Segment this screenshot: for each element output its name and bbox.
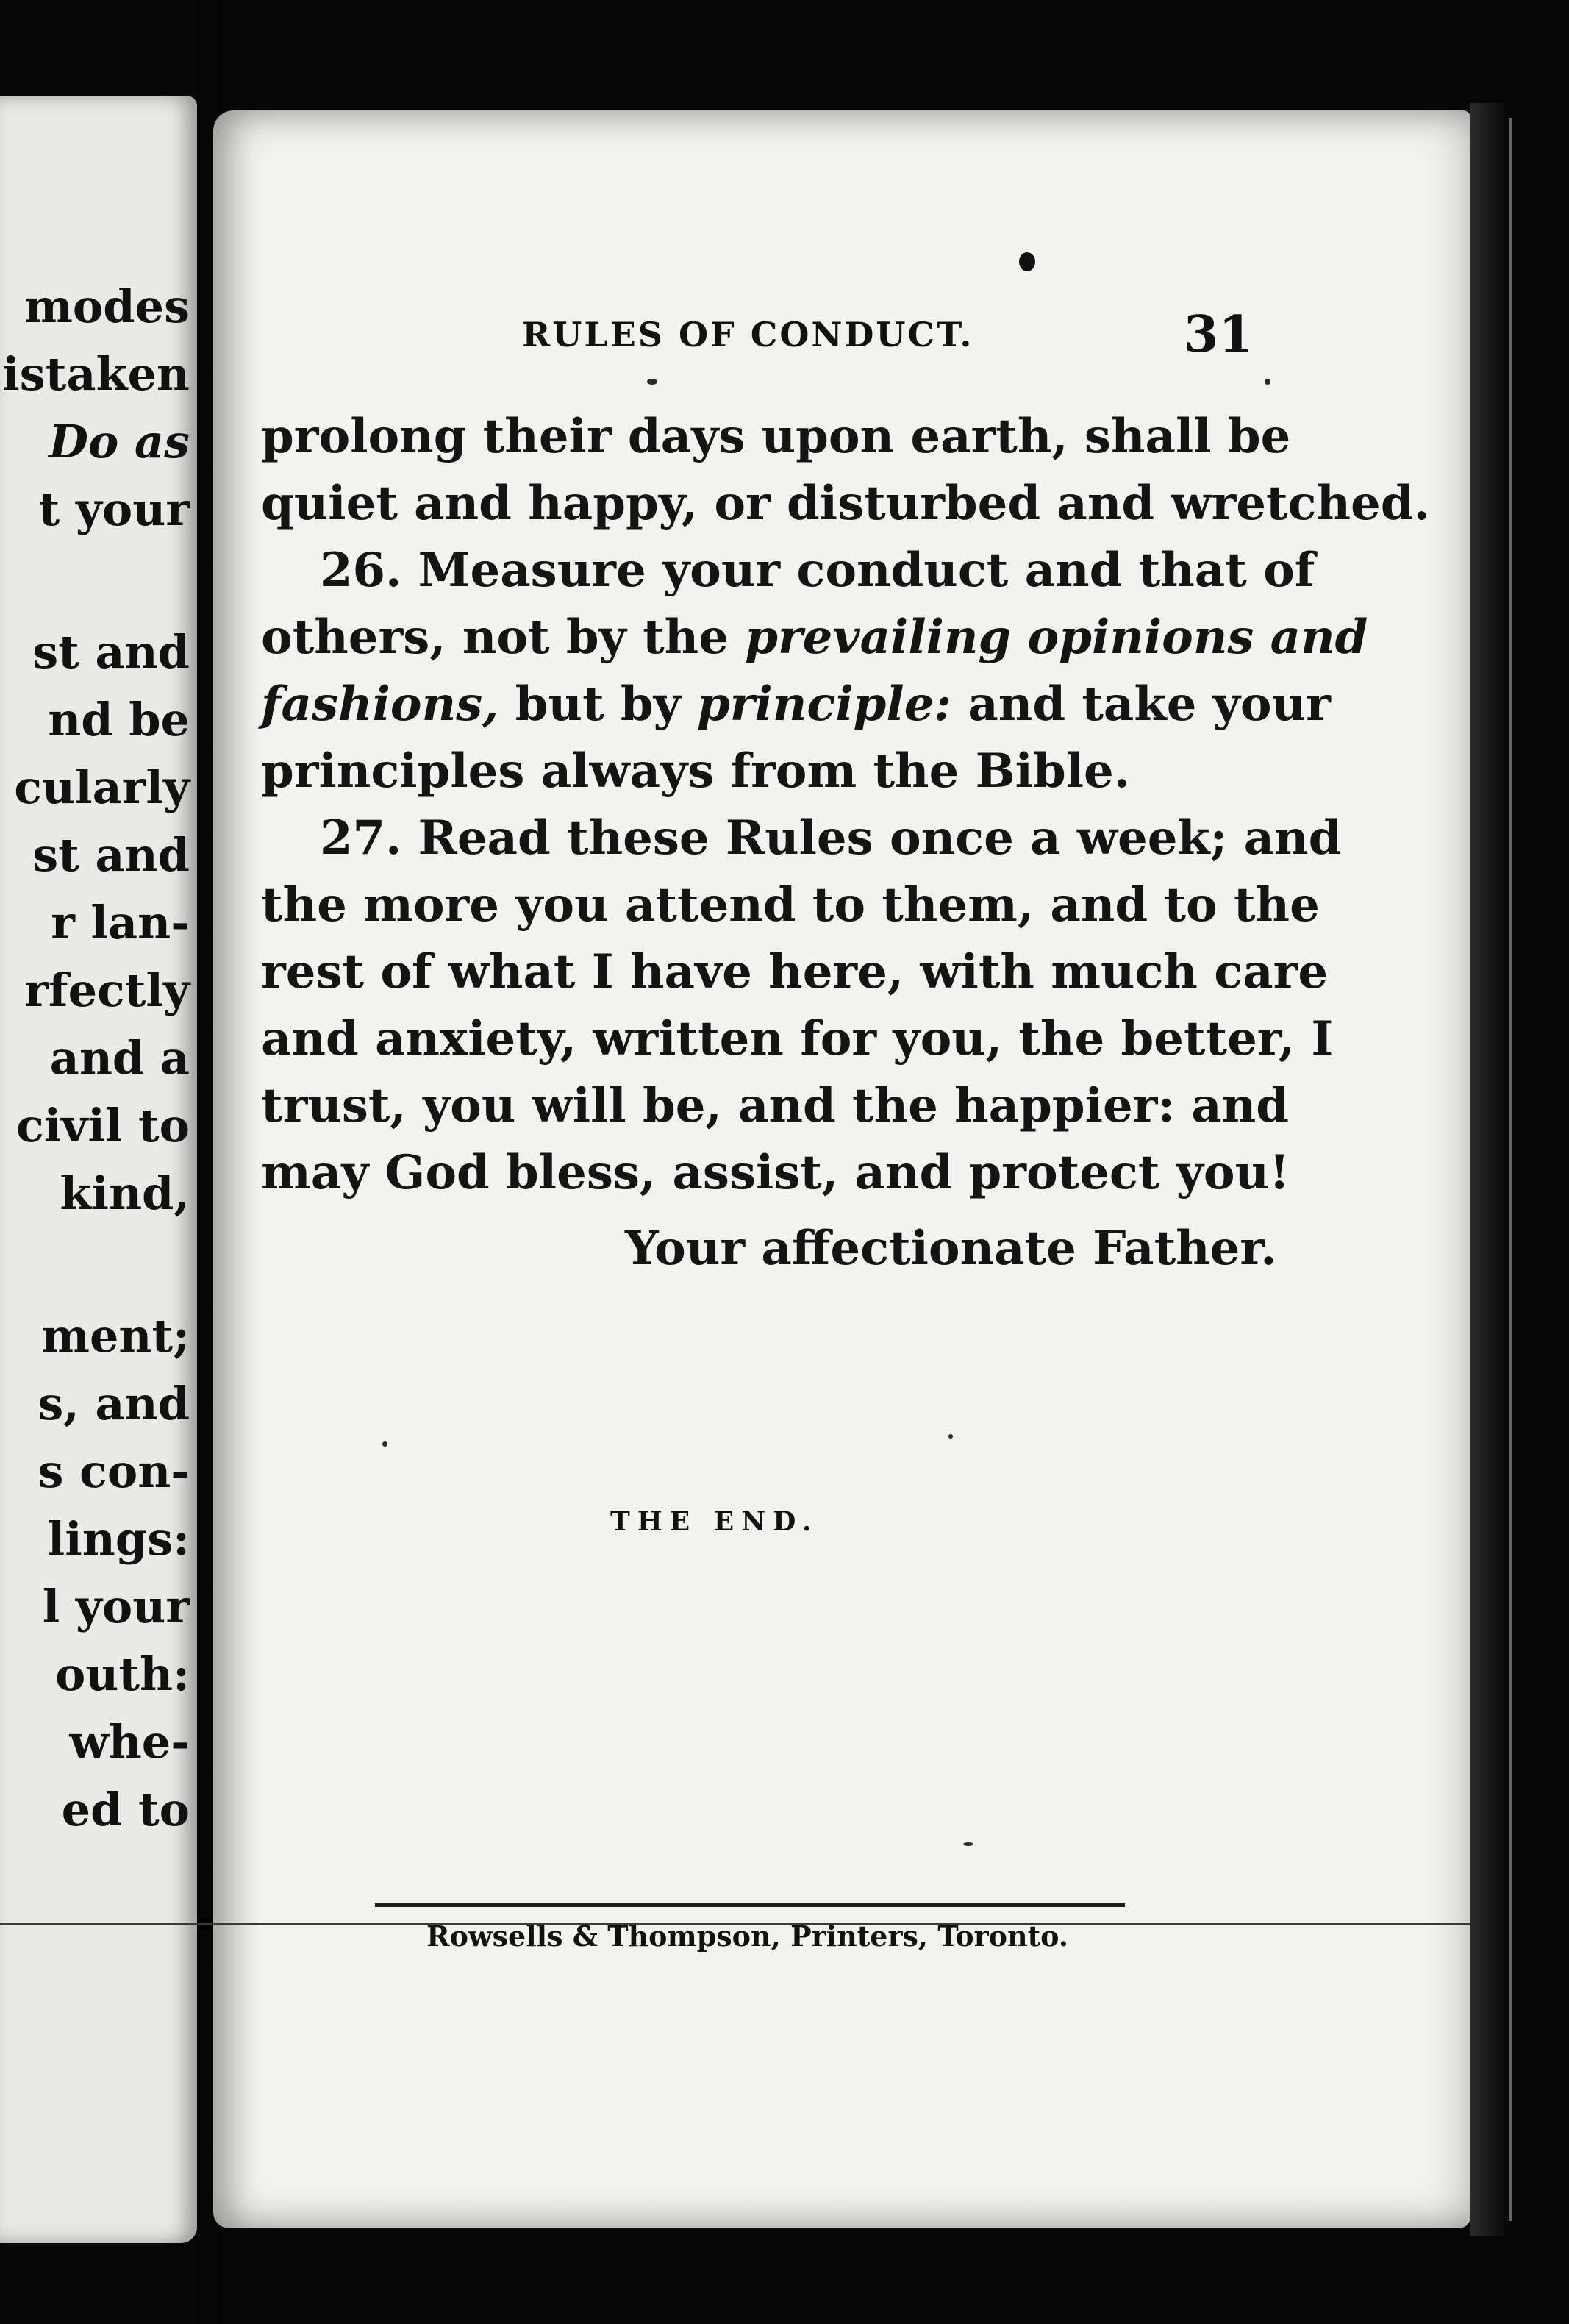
previous-page-line: cularly [14, 760, 190, 814]
rule-27-line-5 [261, 1072, 1290, 1139]
previous-page-line: civil to [15, 1099, 190, 1152]
previous-page-line: ment; [41, 1309, 190, 1363]
text-segment: 27. Read these Rules once a week; and [320, 810, 1342, 866]
text-segment: quiet and happy, or disturbed and wretched. [261, 476, 1430, 531]
previous-page-line: st and [32, 828, 190, 882]
rule-26-line-4 [261, 738, 1246, 805]
previous-page-line: istaken [2, 347, 190, 401]
previous-page-line: t your [38, 482, 190, 536]
text-segment: trust, you will be, and the happier: and [261, 1078, 1290, 1133]
rule-27-line-3 [261, 938, 1329, 1005]
imprint-rule [375, 1903, 1125, 1907]
previous-page-line: outh: [54, 1647, 190, 1701]
running-header: RULES OF CONDUCT. [522, 315, 974, 354]
previous-page-line: ed to [61, 1783, 190, 1836]
page-number: 31 [1184, 305, 1254, 364]
ink-speck [1265, 379, 1270, 385]
previous-page-line: Do as [49, 415, 190, 468]
rule-27-line-4 [261, 1005, 1334, 1072]
italic-phrase: fashions, [261, 677, 499, 732]
previous-page-line: lings: [47, 1512, 190, 1566]
text-segment: rest of what I have here, with much care [261, 944, 1329, 999]
rule-26-line-3 [261, 671, 1331, 738]
text-line-2 [261, 470, 1430, 537]
signature: Your affectionate Father. [625, 1221, 1277, 1276]
italic-phrase: prevailing opinions and [745, 610, 1368, 665]
text-segment: principles always from the Bible. [261, 744, 1131, 799]
ink-speck [948, 1434, 953, 1439]
ink-speck [963, 1842, 973, 1846]
text-segment: but by [498, 677, 698, 732]
ink-speck [647, 379, 657, 385]
previous-page-line: l your [42, 1580, 190, 1633]
italic-phrase: principle: [697, 677, 952, 732]
previous-page-line: and a [49, 1031, 190, 1085]
previous-page-line: kind, [60, 1166, 190, 1220]
previous-page-line: st and [32, 625, 190, 679]
the-end-label: THE END. [610, 1506, 819, 1537]
rule-26-line-2 [261, 604, 1368, 671]
ink-speck [382, 1441, 387, 1447]
ink-dot [1019, 252, 1035, 271]
rule-26-line-1 [261, 537, 1315, 604]
rule-27-line-6 [261, 1139, 1290, 1206]
text-segment: and take your [951, 677, 1331, 732]
text-line-1 [261, 403, 1291, 470]
previous-page-line: s, and [37, 1377, 190, 1430]
text-segment: may God bless, assist, and protect you! [261, 1145, 1290, 1200]
rule-27-line-1 [261, 805, 1342, 872]
previous-page-line: r lan- [51, 896, 190, 949]
previous-page-line: whe- [69, 1715, 190, 1769]
previous-page-line: nd be [48, 693, 190, 746]
text-segment: prolong their days upon earth, shall be [261, 409, 1291, 464]
previous-page-line: rfectly [24, 963, 190, 1017]
page-edge [1470, 103, 1504, 2236]
previous-page-line: modes [24, 279, 190, 333]
rule-27-line-2 [261, 872, 1320, 938]
page-edge-line [1509, 118, 1512, 2221]
text-segment: others, not by the [261, 610, 746, 665]
text-segment: 26. Measure your conduct and that of [320, 543, 1315, 598]
text-segment: and anxiety, written for you, the better, I [261, 1011, 1334, 1066]
body-text [261, 403, 1430, 1282]
printer-imprint: Rowsells & Thompson, Printers, Toronto. [426, 1920, 1069, 1953]
text-segment: the more you attend to them, and to the [261, 877, 1320, 933]
previous-page-line: s con- [37, 1444, 190, 1498]
previous-page-fragment [0, 96, 197, 2243]
